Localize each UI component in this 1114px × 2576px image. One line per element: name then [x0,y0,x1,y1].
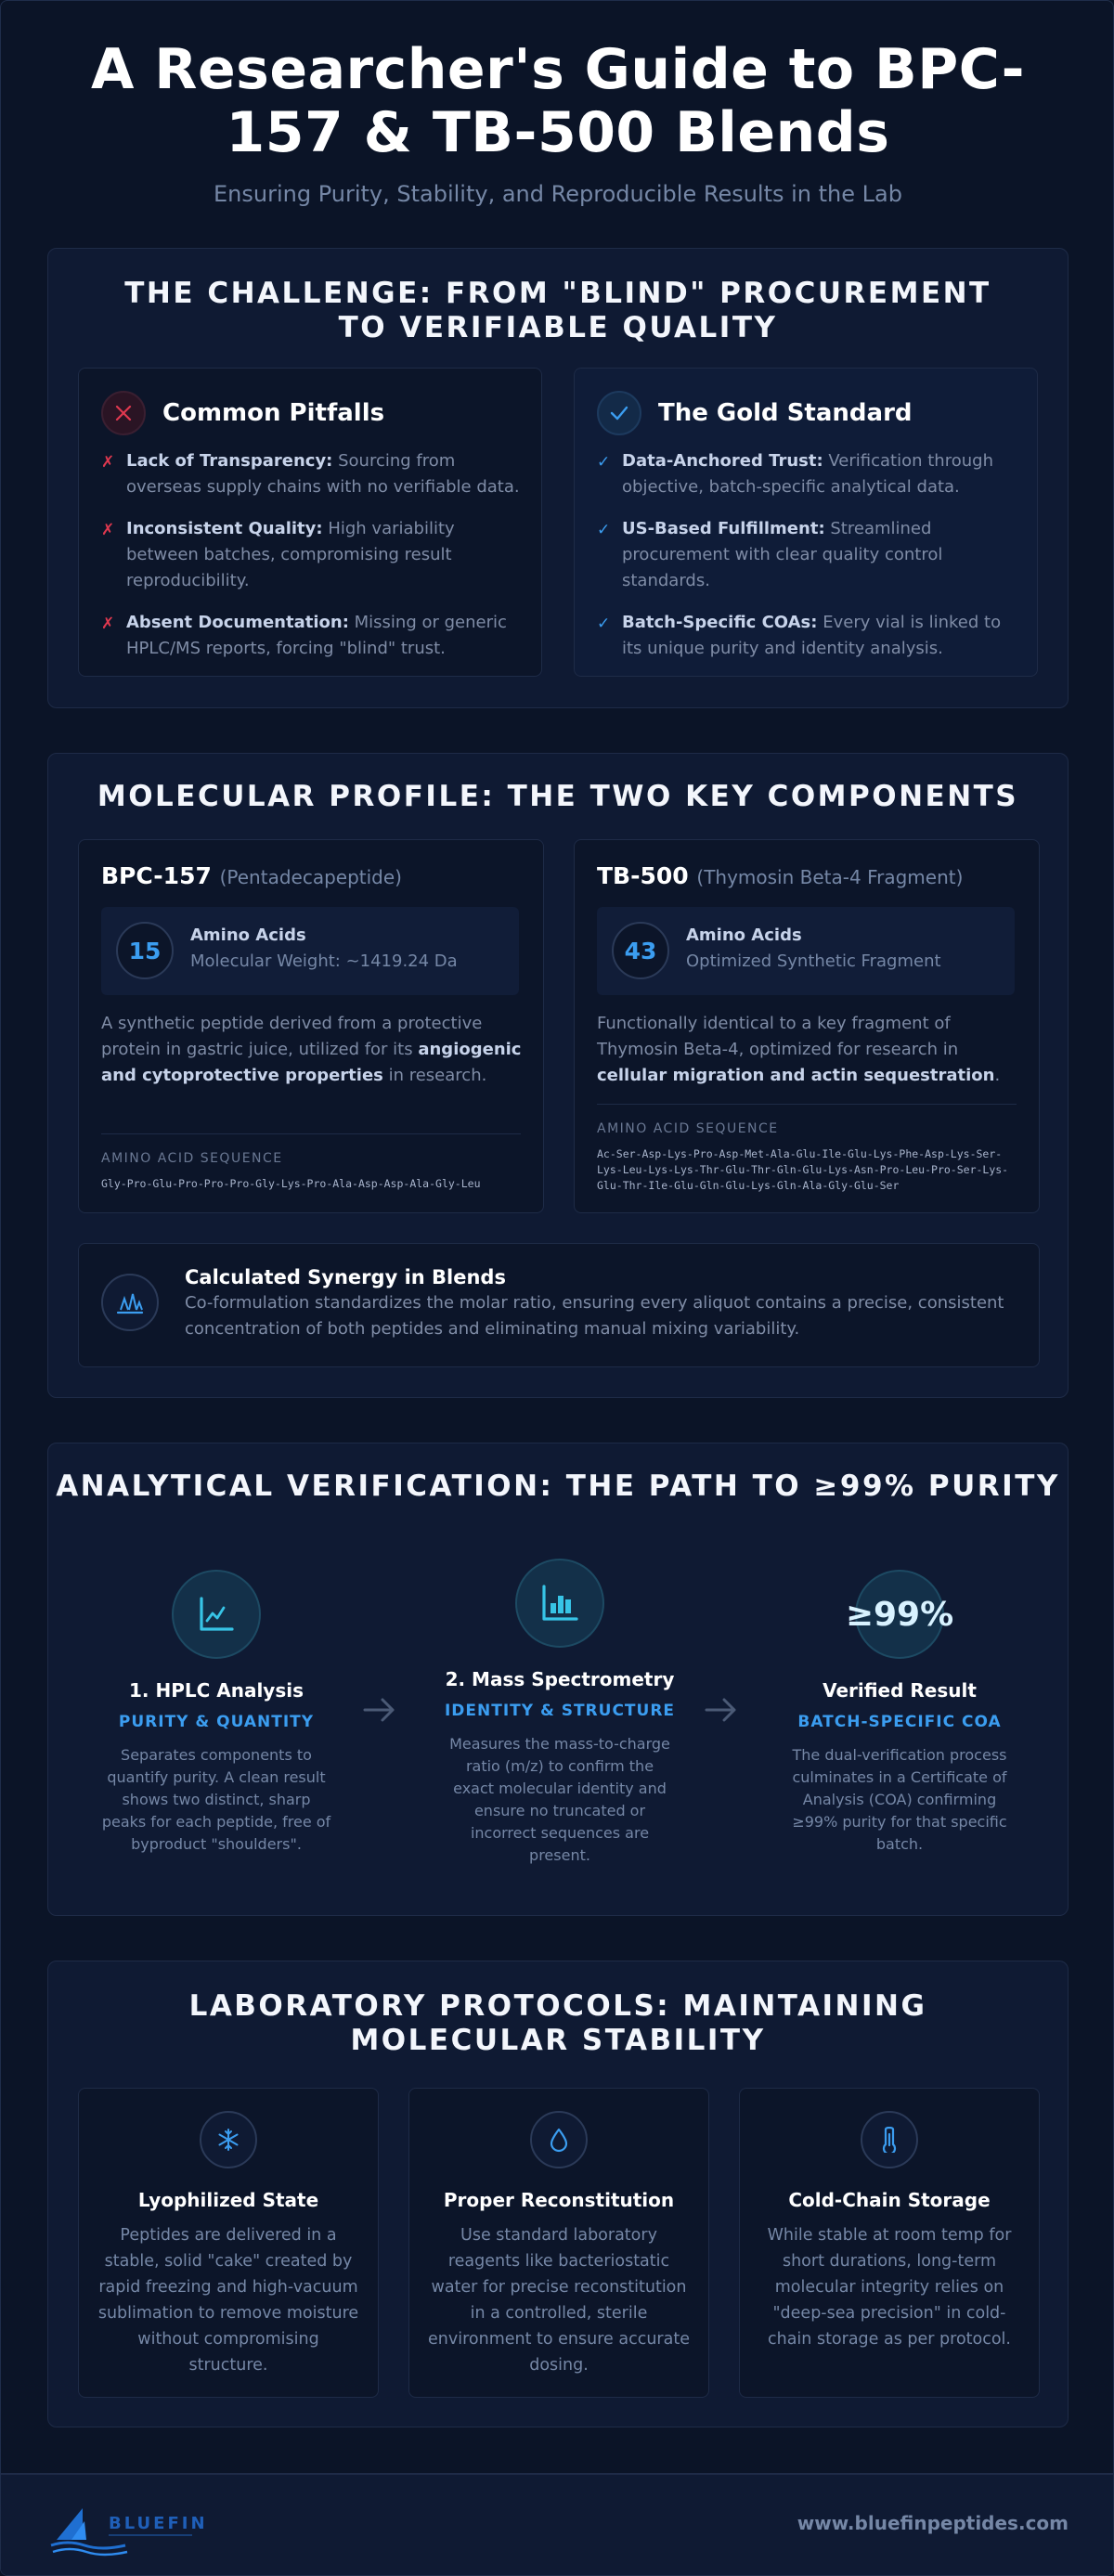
gold-standard-list [597,448,1018,678]
list-item [597,610,1018,662]
amino-acid-box [597,907,1015,995]
step-tag: PURITY & QUANTITY [118,1713,315,1731]
divider [101,1133,521,1134]
item-text: High variability between batches, compromising result reproducibility. [126,519,455,590]
brand-logo [49,2503,235,2558]
step-title: 1. HPLC Analysis [128,1679,304,1702]
arrow-right-icon [362,1690,397,1733]
bpc-description [101,1011,524,1089]
item-label: Absent Documentation: [126,613,349,632]
challenge-section [47,248,1069,708]
protocol-description: Peptides are delivered in a stable, solid "cake" created by rapid freezing and high-vacuum sublimation to remove moisture without compromising structure. [97,2226,359,2375]
step-title: Verified Result [823,1679,977,1702]
verification-section [47,1443,1069,1916]
footer [1,2473,1114,2576]
step-tag: BATCH-SPECIFIC COA [797,1713,1002,1731]
pitfalls-card [78,368,542,677]
snowflake-icon [200,2111,257,2168]
step-description: The dual-verification process culminates in a Certificate of Analysis (COA) confirming ≥99% purity for that specific batch. [792,1746,1007,1853]
protocol-card [78,2088,379,2398]
protocol-title: Lyophilized State [137,2189,319,2211]
synergy-title: Calculated Synergy in Blends [185,1266,506,1288]
checkmark-icon: ✓ [597,521,611,539]
molecular-title: MOLECULAR PROFILE: THE TWO KEY COMPONENTS [97,780,1019,813]
sequence-label: AMINO ACID SEQUENCE [597,1121,779,1136]
amino-acid-count: 43 [612,922,669,979]
mass-spec-step [434,1559,685,1867]
list-item [101,610,523,662]
desc-highlight: angiogenic and cytoprotective properties [101,1040,522,1085]
item-label: US-Based Fulfillment: [622,519,825,538]
amino-acid-count: 15 [116,922,174,979]
item-text: Every vial is linked to its unique purity and identity analysis. [622,613,1002,658]
droplet-icon [530,2111,588,2168]
protocol-title: Proper Reconstitution [443,2189,675,2211]
sequence-label: AMINO ACID SEQUENCE [101,1151,283,1166]
step-title: 2. Mass Spectrometry [445,1668,675,1690]
tb-card [574,839,1040,1213]
peptide-type: (Pentadecapeptide) [219,866,402,888]
desc-text: in research. [382,1066,487,1085]
gold-standard-title: The Gold Standard [658,399,913,427]
protocol-card [408,2088,709,2398]
item-label: Inconsistent Quality: [126,519,323,538]
list-item [597,516,1018,594]
cross-icon: ✗ [101,453,115,472]
hplc-step [91,1570,342,1856]
page-title: A Researcher's Guide to BPC-157 & TB-500 Blends [90,37,1026,165]
item-text: Verification through objective, batch-specific analytical data. [622,451,993,497]
step-description: Separates components to quantify purity. A clean result shows two distinct, sharp peaks for each peptide, free of byproduct "shoulders". [101,1746,331,1853]
chart-icon [101,1274,159,1331]
bar-chart-icon [515,1559,604,1648]
protocol-title: Cold-Chain Storage [788,2189,991,2211]
bpc-name [101,862,402,889]
purity-badge [845,1570,954,1659]
purity-value: ≥99% [845,1595,954,1634]
cross-icon: ✗ [101,521,115,539]
desc-text: A synthetic peptide derived from a protective protein in gastric juice, utilized for its [101,1014,483,1059]
gold-standard-card [574,368,1038,677]
verification-title: ANALYTICAL VERIFICATION: THE PATH TO ≥99% PURITY [56,1469,1060,1503]
molecular-weight: Molecular Weight: ~1419.24 Da [190,951,458,971]
challenge-title: THE CHALLENGE: FROM "BLIND" PROCUREMENT TO VERIFIABLE QUALITY [124,277,991,344]
desc-highlight: cellular migration and actin sequestration [597,1066,995,1085]
protocols-section [47,1961,1069,2427]
amino-acid-sequence: Gly-Pro-Glu-Pro-Pro-Pro-Gly-Lys-Pro-Ala-Asp-Asp-Ala-Gly-Leu [101,1177,481,1190]
synergy-description: Co-formulation standardizes the molar ratio, ensuring every aliquot contains a precise, consistent concentration of both peptides and eliminating manual mixing variability. [185,1293,1004,1339]
molecular-section [47,753,1069,1398]
step-description: Measures the mass-to-charge ratio (m/z) to confirm the exact molecular identity and ensure no truncated or incorrect sequences are present. [449,1735,670,1864]
thermometer-icon [861,2111,918,2168]
verified-result-step [774,1570,1025,1856]
tb-description [597,1011,1019,1089]
cross-icon: ✗ [101,615,115,633]
list-item [101,516,523,594]
pitfalls-title: Common Pitfalls [162,399,385,427]
list-item [597,448,1018,500]
bpc-card [78,839,544,1213]
item-text: Sourcing from overseas supply chains with no verifiable data. [126,451,520,497]
synergy-card [78,1243,1040,1367]
peptide-type: (Thymosin Beta-4 Fragment) [696,866,964,888]
amino-acid-sequence: Ac-Ser-Asp-Lys-Pro-Asp-Met-Ala-Glu-Ile-Glu-Lys-Phe-Asp-Lys-Ser-Lys-Leu-Lys-Lys-Thr-Glu-Thr-Gln-Glu-Lys-Asn-Pro-Leu-Pro-Ser-Lys-Glu-Thr-Ile-Glu-Gln-Glu-Lys-Gln-Ala-Gly-Glu-Ser [597,1147,1009,1192]
item-text: Missing or generic HPLC/MS reports, forcing "blind" trust. [126,613,507,658]
peptide-name: BPC-157 [101,862,212,889]
checkmark-icon: ✓ [597,453,611,472]
x-icon [101,391,146,435]
protocol-description: Use standard laboratory reagents like bacteriostatic water for precise reconstitution in a controlled, sterile environment to ensure accurate dosing. [428,2226,690,2375]
desc-text: Functionally identical to a key fragment of Thymosin Beta-4, optimized for research in [597,1014,959,1059]
list-item [101,448,523,500]
item-label: Data-Anchored Trust: [622,451,823,471]
protocol-card [739,2088,1040,2398]
protocol-description: While stable at room temp for short durations, long-term molecular integrity relies on "deep-sea precision" in cold-chain storage as per protocol. [767,2226,1012,2349]
amino-acid-label: Amino Acids [190,926,306,945]
website-link[interactable]: www.bluefinpeptides.com [797,2512,1069,2534]
item-label: Batch-Specific COAs: [622,613,818,632]
peptide-name: TB-500 [597,862,689,889]
check-icon [597,391,641,435]
tb-name [597,862,963,889]
pitfalls-list [101,448,523,678]
line-chart-icon [172,1570,261,1659]
desc-text: . [994,1066,1001,1085]
step-tag: IDENTITY & STRUCTURE [444,1702,676,1720]
hero-header [1,38,1114,207]
amino-acid-label: Amino Acids [686,926,802,945]
page-subtitle: Ensuring Purity, Stability, and Reproducible Results in the Lab [214,181,902,207]
item-text: Streamlined procurement with clear quality control standards. [622,519,943,590]
svg-text:BLUEFIN: BLUEFIN [109,2514,208,2533]
arrow-right-icon [704,1690,739,1733]
protocols-title: LABORATORY PROTOCOLS: MAINTAINING MOLECULAR STABILITY [188,1989,927,2057]
fragment-detail: Optimized Synthetic Fragment [686,951,941,971]
divider [597,1104,1017,1105]
amino-acid-box [101,907,519,995]
item-label: Lack of Transparency: [126,451,333,471]
checkmark-icon: ✓ [597,615,611,633]
